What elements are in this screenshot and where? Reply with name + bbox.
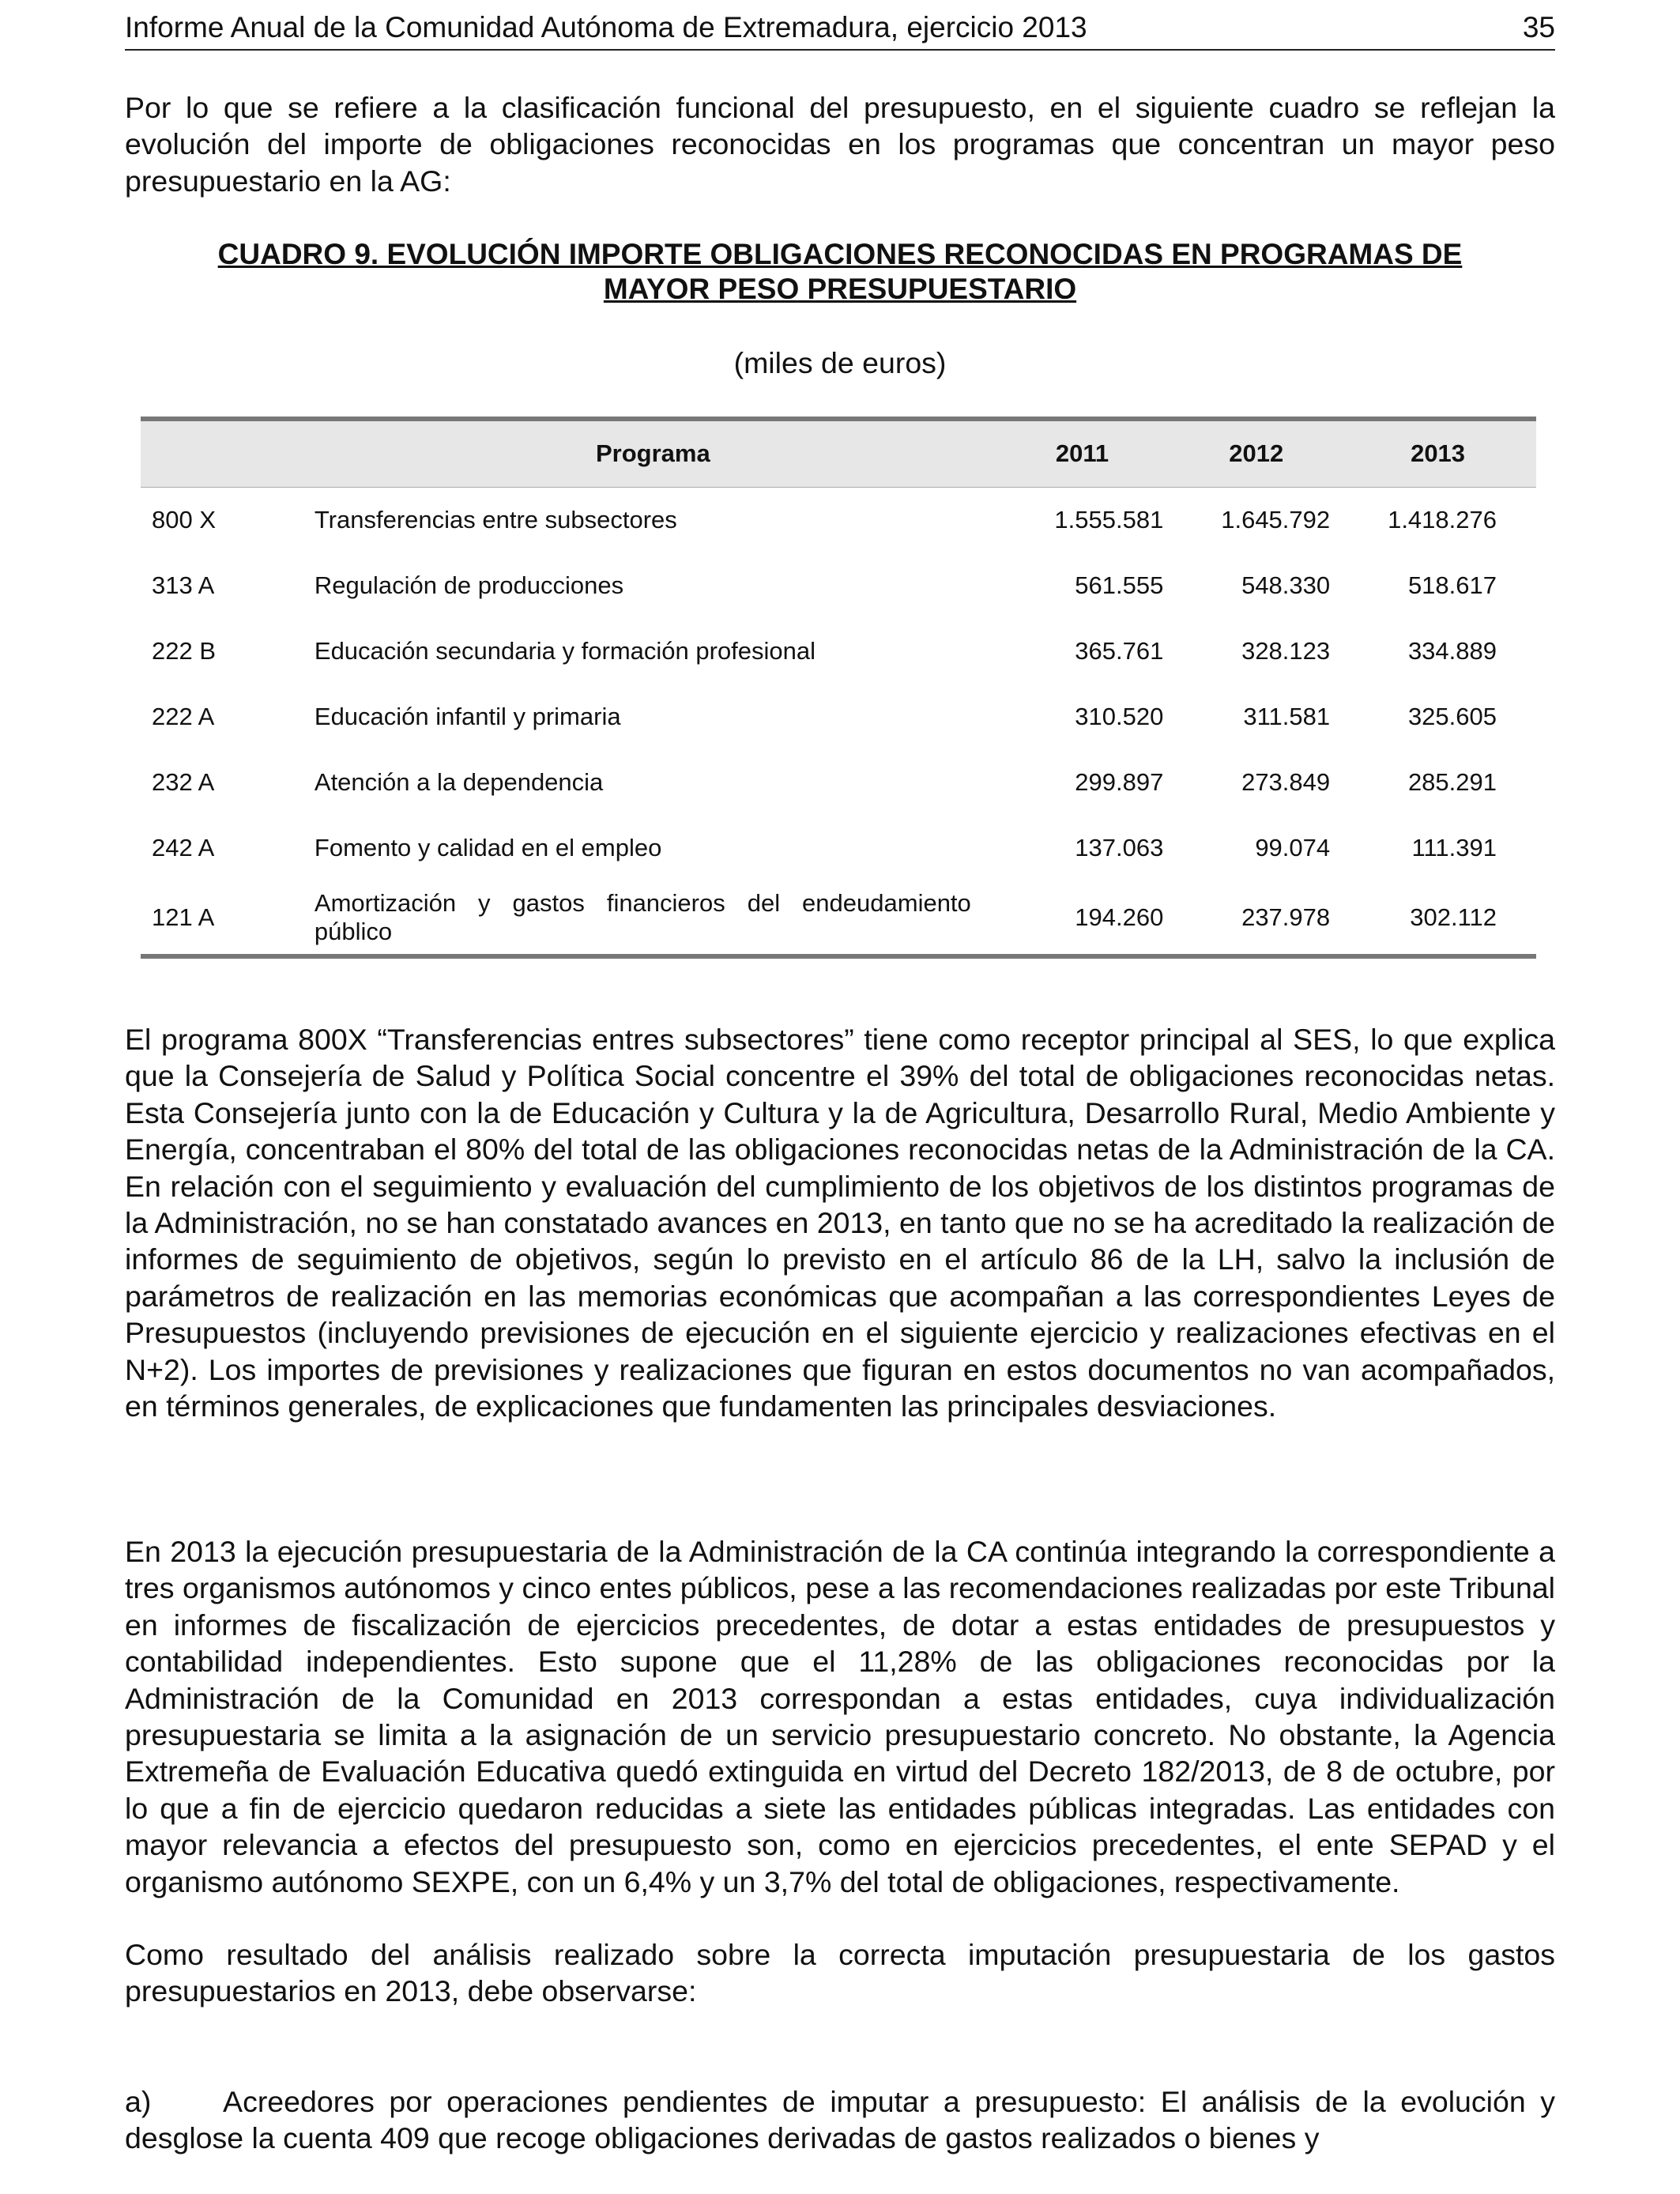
program-code: 242 A bbox=[152, 833, 215, 861]
page-number: 35 bbox=[1522, 11, 1555, 43]
header-2012: 2012 bbox=[1173, 419, 1339, 487]
table-row bbox=[141, 880, 1536, 956]
body-paragraph-2: En 2013 la ejecución presupuestaria de la Administración de la CA continúa integrando la correspondiente a tres organismos autónomos y cinco entes públicos, pese a las recomendaciones realizadas por este Tribunal en informes de fiscalización de ejercicios precedentes, de dotar a estas entidades de presupuestos y contabilidad independientes. Esto supone que el 11,28% de las obligaciones reconocidas por la Administración de la Comunidad en 2013 correspondan a estas entidades, cuya individualización presupuestaria se limita a la asignación de un servicio presupuestario concreto. No obstante, la Agencia Extremeña de Evaluación Educativa quedó extinguida en virtud del Decreto 182/2013, de 8 de octubre, por lo que a fin de ejercicio quedaron reducidas a siete las entidades públicas integradas. Las entidades con mayor relevancia a efectos del presupuesto son, como en ejercicios precedentes, el ente SEPAD y el organismo autónomo SEXPE, con un 6,4% y un 3,7% del total de obligaciones, respectivamente. bbox=[125, 1535, 1555, 1898]
body-paragraph-1: El programa 800X “Transferencias entres subsectores” tiene como receptor principal al SES, lo que explica que la Consejería de Salud y Política Social concentre el 39% del total de obligaciones reconocidas netas. Esta Consejería junto con la de Educación y Cultura y la de Agricultura, Desarrollo Rural, Medio Ambiente y Energía, concentraban el 80% del total de las obligaciones reconocidas netas de la Administración de la CA. En relación con el seguimiento y evaluación del cumplimiento de los objetivos de los distintos programas de la Administración, no se han constatado avances en 2013, en tanto que no se ha acreditado la realización de informes de seguimiento de objetivos, según lo previsto en el artículo 86 de la LH, salvo la inclusión de parámetros de realización en las memorias económicas que acompañan a las correspondientes Leyes de Presupuestos (incluyendo previsiones de ejecución en el siguiente ejercicio y realizaciones efectivas en el N+2). Los importes de previsiones y realizaciones que figuran en estos documentos no van acompañados, en términos generales, de explicaciones que fundamenten las principales desviaciones. bbox=[125, 1023, 1555, 1423]
table-row bbox=[141, 618, 1536, 684]
value-2011: 310.520 bbox=[1075, 702, 1164, 730]
program-name: Fomento y calidad en el empleo bbox=[314, 833, 662, 861]
table-row bbox=[141, 749, 1536, 815]
value-2013: 325.605 bbox=[1407, 702, 1497, 730]
value-2013: 334.889 bbox=[1407, 636, 1497, 665]
value-2012: 237.978 bbox=[1173, 880, 1339, 956]
header-2013: 2013 bbox=[1339, 419, 1536, 487]
table-row bbox=[141, 487, 1536, 552]
table-row bbox=[141, 815, 1536, 880]
header-code bbox=[141, 419, 305, 487]
program-code: 222 B bbox=[152, 636, 217, 665]
value-2012: 273.849 bbox=[1241, 767, 1331, 796]
program-code: 313 A bbox=[152, 571, 215, 599]
report-title: Informe Anual de la Comunidad Autónoma de Extremadura, ejercicio 2013 bbox=[125, 11, 1087, 43]
header-programa: Programa bbox=[305, 419, 992, 487]
program-name: Educación infantil y primaria bbox=[314, 702, 621, 730]
table-row bbox=[141, 552, 1536, 618]
value-2012: 99.074 bbox=[1255, 833, 1331, 861]
program-name: Regulación de producciones bbox=[314, 571, 624, 599]
units-label: (miles de euros) bbox=[733, 346, 947, 379]
table-header-row bbox=[141, 419, 1536, 487]
program-code: 232 A bbox=[152, 767, 215, 796]
body-paragraph-4: a) Acreedores por operaciones pendientes de imputar a presupuesto: El análisis de la evolución y desglose la cuenta 409 que recoge obligaciones derivadas de gastos realizados o bienes y bbox=[125, 2085, 1564, 2155]
programs-table bbox=[141, 417, 1536, 959]
program-code: 121 A bbox=[141, 880, 305, 956]
program-code: 800 X bbox=[152, 505, 217, 533]
program-name: Transferencias entre subsectores bbox=[314, 505, 677, 533]
value-2013: 518.617 bbox=[1407, 571, 1497, 599]
page-header bbox=[125, 6, 1555, 51]
value-2013: 1.418.276 bbox=[1388, 505, 1497, 533]
value-2012: 311.581 bbox=[1243, 702, 1331, 730]
table-caption-line-2: MAYOR PESO PRESUPUESTARIO bbox=[603, 273, 1077, 305]
value-2011: 137.063 bbox=[1075, 833, 1164, 861]
table-caption bbox=[141, 237, 1539, 307]
table-row bbox=[141, 684, 1536, 749]
value-2011: 561.555 bbox=[1075, 571, 1164, 599]
table-caption-line-1: CUADRO 9. EVOLUCIÓN IMPORTE OBLIGACIONES RECONOCIDAS EN PROGRAMAS DE bbox=[217, 238, 1463, 270]
value-2011: 194.260 bbox=[992, 880, 1173, 956]
program-code: 222 A bbox=[152, 702, 215, 730]
value-2011: 299.897 bbox=[1075, 767, 1164, 796]
program-name: Amortización y gastos financieros del endeudamiento público bbox=[305, 880, 992, 956]
value-2012: 1.645.792 bbox=[1221, 505, 1331, 533]
value-2013: 302.112 bbox=[1339, 880, 1536, 956]
value-2011: 365.761 bbox=[1075, 636, 1164, 665]
value-2012: 328.123 bbox=[1241, 636, 1331, 665]
program-name: Educación secundaria y formación profesional bbox=[314, 636, 816, 665]
value-2011: 1.555.581 bbox=[1054, 505, 1164, 533]
header-2011: 2011 bbox=[992, 419, 1173, 487]
intro-paragraph: Por lo que se refiere a la clasificación funcional del presupuesto, en el siguiente cuadro se reflejan la evolución del importe de obligaciones reconocidas en los programas que concentran un mayor peso presupuestario en la AG: bbox=[125, 91, 1555, 198]
value-2013: 111.391 bbox=[1411, 833, 1497, 861]
program-name: Atención a la dependencia bbox=[314, 767, 604, 796]
body-paragraph-3: Como resultado del análisis realizado sobre la correcta imputación presupuestaria de los gastos presupuestarios en 2013, debe observarse: bbox=[125, 1938, 1555, 2008]
value-2012: 548.330 bbox=[1241, 571, 1331, 599]
value-2013: 285.291 bbox=[1407, 767, 1497, 796]
